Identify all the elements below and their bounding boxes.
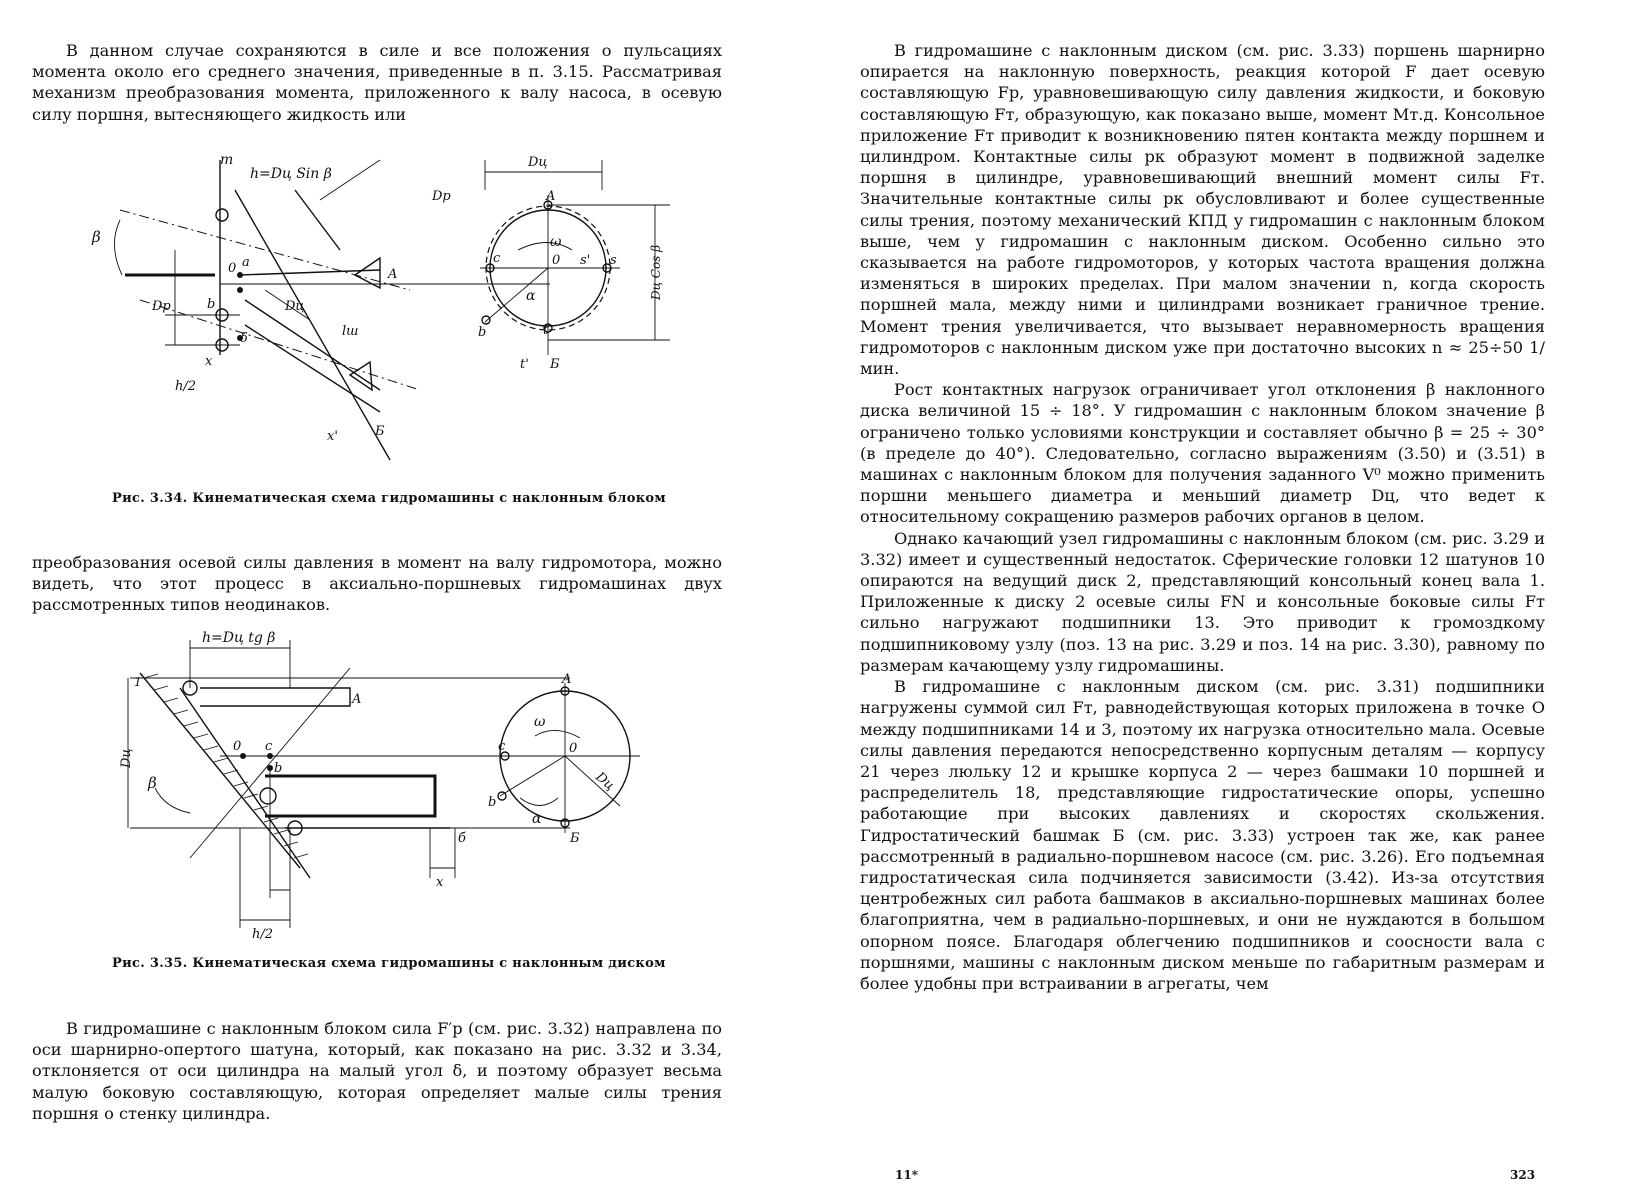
- label-b-circle-2: b: [488, 795, 497, 810]
- right-paragraph-4: В гидромашине с наклонным диском (см. рис. 3.31) подшипники нагружены суммой сил Fт, равнодействующая которых приложена в точке O между подшипниками 14 и 3, поэтому их нагрузка относительно мала. Осевые силы давления передаются непосредственно корпусным деталям — корпусу 21 через люльку 12 и крышке корпуса 2 — через башмаки 10 поршней и распределитель 18, представляющие гидростатические опоры, успешно работающие при высоких давлениях и скоростях скольжения. Гидростатический башмак Б (см. рис. 3.33) устроен так же, как ранее рассмотренный в радиально-поршневом насосе (см. рис. 3.26). Его подъемная гидростатическая сила подчиняется зависимости (3.42). Из-за отсутствия центробежных сил работа башмаков в аксиально-поршневых машинах более благоприятна, чем в радиально-поршневых, и они не нуждаются в большом опорном поясе. Благодаря облегчению подшипников и соосности вала с поршнями, машины с наклонным диском меньше по габаритным размерам и более удобны при встраивании в агрегаты, чем: [860, 677, 1545, 993]
- alpha-arc-2: [520, 798, 558, 806]
- piston-mid: [265, 776, 435, 816]
- point-O: [237, 272, 243, 278]
- label-B-circle: Б: [550, 357, 560, 372]
- label-b-2: b: [274, 761, 283, 776]
- label-Dc-top: Dц: [528, 155, 548, 170]
- left-paragraph-middle: преобразования осевой силы давления в момент на валу гидромотора, можно видеть, что этот процесс в аксиально-поршневых гидромашинах двух рассмотренных типов неодинаков.: [32, 553, 722, 615]
- label-x-prime: x': [327, 429, 338, 444]
- label-delta: δ: [240, 331, 248, 346]
- left-page: [0, 0, 800, 1190]
- figure-3-35: [110, 628, 670, 948]
- label-h-half: h/2: [175, 379, 197, 394]
- label-A-circle-2: A: [562, 672, 572, 687]
- label-c: c: [493, 251, 501, 266]
- label-one: 1: [134, 675, 142, 689]
- label-x: x: [205, 354, 213, 369]
- label-h-formula-2: h=Dц tg β: [202, 630, 276, 646]
- label-beta-2: β: [148, 774, 157, 792]
- label-c-circle-2: c: [498, 739, 506, 754]
- label-omega-2: ω: [534, 714, 546, 730]
- incline-dash-1: [120, 210, 410, 290]
- label-O-circle: 0: [552, 253, 561, 268]
- label-Dc-circle-2: Dц: [592, 769, 618, 794]
- label-Dc-cos: Dц Cos β: [649, 244, 663, 300]
- label-t-prime: t': [520, 357, 529, 372]
- beta-arc-2: [155, 788, 190, 813]
- right-page: [860, 0, 1635, 1190]
- label-b-circle: b: [478, 325, 487, 340]
- right-paragraph-1: В гидромашине с наклонным диском (см. рис. 3.33) поршень шарнирно опирается на наклонную поверхность, реакция которой F дает осевую составляющую Fp, уравновешивающую силу давления жидкости, и боковую составляющую Fт, образующую, как показано выше, момент Mт.д. Консольное приложение Fт приводит к возникновению пятен контакта между поршнем и цилиндром. Контактные силы pк образуют момент в подвижной заделке поршня в цилиндре, уравновешивающий внешний момент силы Fт. Значительные контактные силы pк обусловливают и более существенные силы трения, поэтому механический КПД у гидромашин с наклонным блоком выше, чем у гидромашин с наклонным диском. Особенно сильно это сказывается на работе гидромоторов, у которых частота вращения должна изменяться в широких пределах. При малом значении n, когда скорость поршней мала, между ними и цилиндрами возникает граничное трение. Момент трения увеличивается, что вызывает неравномерность вращения гидромоторов с наклонным диском уже при достаточно высоких n ≈ 25÷50 1/мин.: [860, 41, 1545, 379]
- label-Dp-circle: Dp: [432, 189, 451, 204]
- inclined-line-2: [180, 688, 310, 878]
- diagonal-1: [235, 190, 390, 460]
- piston-top: [200, 688, 350, 706]
- right-text-column: [860, 40, 1545, 994]
- cylinder-line-1: [245, 300, 380, 390]
- label-lsh: lш: [342, 324, 359, 339]
- figure-3-34-drawing: [80, 150, 670, 480]
- label-b: b: [207, 297, 216, 312]
- circle-point-b: [482, 316, 490, 324]
- diagonal-2: [295, 190, 340, 250]
- label-s: s: [610, 253, 617, 268]
- left-paragraph-top: В данном случае сохраняются в силе и все положения о пульсациях момента около его среднего значения, приведенные в п. 3.15. Рассматривая механизм преобразования момента, приложенного к валу насоса, в осевую силу поршня, вытесняющего жидкость или: [32, 41, 722, 124]
- omega-arc-2: [535, 730, 580, 738]
- joint-mid-2: [260, 788, 276, 804]
- label-Dc: Dц: [285, 299, 305, 314]
- label-h-formula: h=Dц Sin β: [250, 166, 332, 182]
- right-paragraph-3: Однако качающий узел гидромашины с наклонным блоком (см. рис. 3.29 и 3.32) имеет и существенный недостаток. Сферические головки 12 шатунов 10 опираются на ведущий диск 2, представляющий консольный конец вала 1. Приложенные к диску 2 осевые силы FN и консольные боковые силы Fт сильно нагружают подшипники 13. Это приводит к громоздкому подшипниковому узлу (поз. 13 на рис. 3.29 и поз. 14 на рис. 3.30), равному по размерам качающему узлу гидромашины.: [860, 528, 1545, 675]
- label-omega: ω: [550, 234, 562, 250]
- label-B-mid: б: [458, 831, 466, 846]
- joint-top: [216, 209, 228, 221]
- label-a: a: [242, 255, 250, 270]
- disk-radius-b: [500, 756, 565, 796]
- label-beta: β: [92, 228, 101, 246]
- point-a: [237, 287, 243, 293]
- disk-point-b: [498, 792, 506, 800]
- label-h-half-2: h/2: [252, 927, 274, 942]
- label-O-circle-2: 0: [569, 741, 578, 756]
- label-Dp: Dp: [152, 299, 171, 314]
- label-alpha: α: [526, 288, 536, 304]
- label-m: m: [220, 152, 234, 168]
- label-B: Б: [375, 424, 385, 439]
- label-A-left: A: [352, 692, 362, 707]
- label-t: t: [543, 323, 549, 338]
- arrow-B: [350, 362, 372, 390]
- label-alpha-2: α: [532, 811, 542, 827]
- figure-3-34-caption: Рис. 3.34. Кинематическая схема гидромашины с наклонным блоком: [112, 491, 666, 506]
- radius-b: [485, 268, 548, 322]
- label-O-2: 0: [233, 739, 242, 754]
- beta-arc: [114, 220, 122, 275]
- label-Dc-2: Dц: [119, 748, 134, 768]
- footer-signature: 11*: [895, 1168, 918, 1182]
- figure-3-34: [80, 150, 670, 480]
- plane-hatching: [144, 674, 308, 858]
- label-A: A: [388, 267, 398, 282]
- arrow-A: [355, 258, 380, 288]
- page-number: 323: [1510, 1168, 1536, 1182]
- label-O: 0: [228, 261, 237, 276]
- label-c-2: c: [265, 739, 273, 754]
- left-paragraph-bottom: В гидромашине с наклонным блоком сила F′p (см. рис. 3.32) направлена по оси шарнирно-опертого шатуна, который, как показано на рис. 3.32 и 3.34, отклоняется от оси цилиндра на малый угол δ, и поэтому образует весьма малую боковую составляющую, которая определяет малые силы трения поршня о стенку цилиндра.: [32, 1019, 722, 1123]
- label-x-2: x: [436, 875, 444, 890]
- label-A-circle: A: [546, 189, 556, 204]
- figure-3-35-caption: Рис. 3.35. Кинематическая схема гидромашины с наклонным диском: [112, 956, 666, 971]
- label-s-prime: s': [580, 253, 591, 268]
- right-paragraph-2: Рост контактных нагрузок ограничивает угол отклонения β наклонного диска величиной 15 ÷ 18°. У гидромашин с наклонным блоком значение β ограничено только условиями конструкции и составляет обычно β = 25 ÷ 30° (в пределе до 40°). Следовательно, согласно выражениям (3.50) и (3.51) в машинах с наклонным блоком для получения заданного V⁰ можно применить поршни меньшего диаметра и меньший диаметр Dц, что ведет к относительному сокращению размеров рабочих органов в целом.: [860, 380, 1545, 527]
- label-B-circle-2: Б: [570, 831, 580, 846]
- figure-3-35-drawing: [110, 628, 670, 948]
- omega-arc: [518, 243, 572, 251]
